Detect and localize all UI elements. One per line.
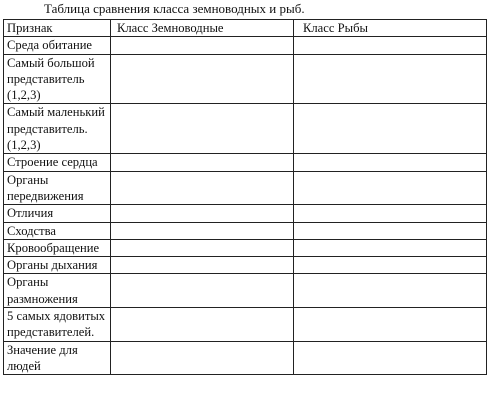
row-label: Органы передвижения xyxy=(4,171,111,205)
table-row xyxy=(4,257,487,274)
amphibians-cell[interactable] xyxy=(111,341,294,375)
table-row xyxy=(4,104,487,154)
amphibians-cell[interactable] xyxy=(111,205,294,222)
fish-cell[interactable] xyxy=(294,104,487,154)
amphibians-cell[interactable] xyxy=(111,274,294,308)
fish-cell[interactable] xyxy=(294,54,487,104)
row-label: 5 самых ядовитых представителей. xyxy=(4,308,111,342)
amphibians-cell[interactable] xyxy=(111,308,294,342)
row-label: Самый маленький представитель. (1,2,3) xyxy=(4,104,111,154)
fish-cell[interactable] xyxy=(294,37,487,54)
comparison-table xyxy=(3,19,487,375)
table-row xyxy=(4,154,487,171)
table-row xyxy=(4,239,487,256)
amphibians-cell[interactable] xyxy=(111,171,294,205)
row-label: Среда обитание xyxy=(4,37,111,54)
table-row xyxy=(4,54,487,104)
amphibians-cell[interactable] xyxy=(111,54,294,104)
row-label: Самый большой представитель (1,2,3) xyxy=(4,54,111,104)
fish-cell[interactable] xyxy=(294,274,487,308)
row-label: Сходства xyxy=(4,222,111,239)
fish-cell[interactable] xyxy=(294,308,487,342)
row-label: Отличия xyxy=(4,205,111,222)
fish-cell[interactable] xyxy=(294,341,487,375)
row-label: Органы дыхания xyxy=(4,257,111,274)
row-label: Органы размножения xyxy=(4,274,111,308)
table-row xyxy=(4,171,487,205)
amphibians-cell[interactable] xyxy=(111,104,294,154)
header-amphibians: Класс Земноводные xyxy=(111,20,294,37)
table-row xyxy=(4,274,487,308)
table-row xyxy=(4,222,487,239)
table-row xyxy=(4,205,487,222)
row-label: Строение сердца xyxy=(4,154,111,171)
table-title: Таблица сравнения класса земноводных и рыб. xyxy=(44,1,305,16)
amphibians-cell[interactable] xyxy=(111,37,294,54)
header-fish: Класс Рыбы xyxy=(294,20,487,37)
header-feature: Признак xyxy=(4,20,111,37)
amphibians-cell[interactable] xyxy=(111,257,294,274)
fish-cell[interactable] xyxy=(294,239,487,256)
fish-cell[interactable] xyxy=(294,257,487,274)
fish-cell[interactable] xyxy=(294,222,487,239)
fish-cell[interactable] xyxy=(294,171,487,205)
amphibians-cell[interactable] xyxy=(111,222,294,239)
table-row xyxy=(4,341,487,375)
table-row xyxy=(4,37,487,54)
row-label: Значение для людей xyxy=(4,341,111,375)
row-label: Кровообращение xyxy=(4,239,111,256)
amphibians-cell[interactable] xyxy=(111,154,294,171)
amphibians-cell[interactable] xyxy=(111,239,294,256)
table-row xyxy=(4,308,487,342)
fish-cell[interactable] xyxy=(294,154,487,171)
fish-cell[interactable] xyxy=(294,205,487,222)
table-header-row xyxy=(4,20,487,37)
